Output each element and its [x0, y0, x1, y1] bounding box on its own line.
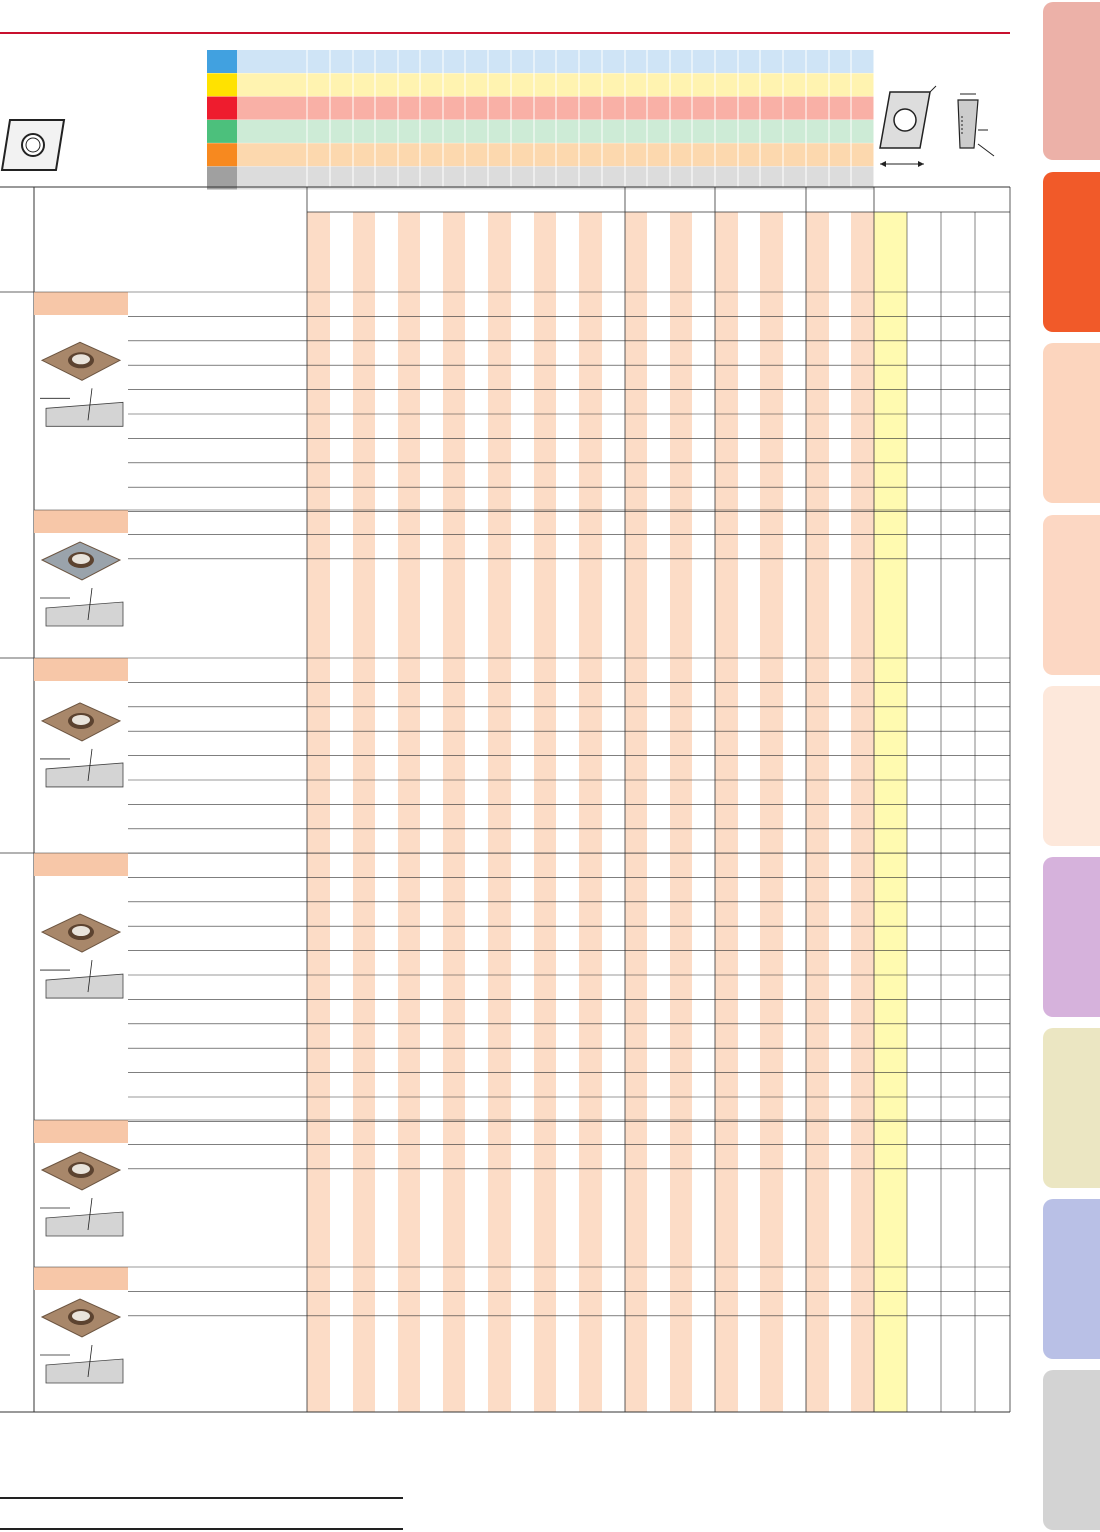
insert-photo-gold: [42, 914, 120, 952]
side-tab-5[interactable]: [1043, 686, 1100, 846]
edge-profile-diagram: [40, 749, 123, 787]
grade-column-stripe: [307, 212, 330, 1412]
grade-column-stripe: [625, 212, 647, 1412]
band-N-swatch: [207, 120, 237, 143]
side-tab-6[interactable]: [1043, 857, 1100, 1017]
insert-photo-silver: [42, 542, 120, 580]
side-tab-9[interactable]: [1043, 1370, 1100, 1530]
edge-profile-diagram: [40, 1198, 123, 1236]
grade-column-stripe: [806, 212, 829, 1412]
insert-series-bar: [34, 1120, 128, 1143]
footnote-rule-2: [0, 1528, 403, 1530]
grade-column-stripe: [715, 212, 738, 1412]
insert-series-bar: [34, 292, 128, 315]
edge-profile-diagram: [40, 588, 123, 626]
insert-photo-gold: [42, 703, 120, 741]
side-tab-1[interactable]: [1043, 2, 1100, 160]
insert-series-bar: [34, 510, 128, 533]
band-S-swatch: [207, 143, 237, 166]
side-tab-4[interactable]: [1043, 515, 1100, 675]
edge-profile-diagram: [40, 1345, 123, 1383]
insert-photo-gold: [42, 1299, 120, 1337]
grade-column-stripe: [443, 212, 465, 1412]
grade-column-stripe: [760, 212, 783, 1412]
insert-photo-gold: [42, 1152, 120, 1190]
insert-series-bar: [34, 853, 128, 876]
band-H-swatch: [207, 167, 237, 190]
edge-profile-diagram: [40, 388, 123, 426]
band-K-swatch: [207, 97, 237, 120]
edge-profile-diagram: [40, 960, 123, 998]
grade-column-stripe: [534, 212, 556, 1412]
insert-photo-gold: [42, 342, 120, 380]
band-P-swatch: [207, 50, 237, 73]
grade-column-stripe: [488, 212, 511, 1412]
footnote-rule-1: [0, 1497, 403, 1499]
grade-column-stripe: [851, 212, 874, 1412]
band-M-swatch: [207, 73, 237, 96]
grade-column-stripe: [398, 212, 420, 1412]
side-tab-2[interactable]: [1043, 172, 1100, 332]
insert-series-bar: [34, 1267, 128, 1290]
side-tab-7[interactable]: [1043, 1028, 1100, 1188]
grade-column-stripe: [353, 212, 375, 1412]
grade-column-stripe: [670, 212, 692, 1412]
side-tab-3[interactable]: [1043, 343, 1100, 503]
stock-column-highlight: [874, 212, 907, 1412]
grade-column-stripe: [579, 212, 602, 1412]
insert-series-bar: [34, 658, 128, 681]
side-tab-8[interactable]: [1043, 1199, 1100, 1359]
